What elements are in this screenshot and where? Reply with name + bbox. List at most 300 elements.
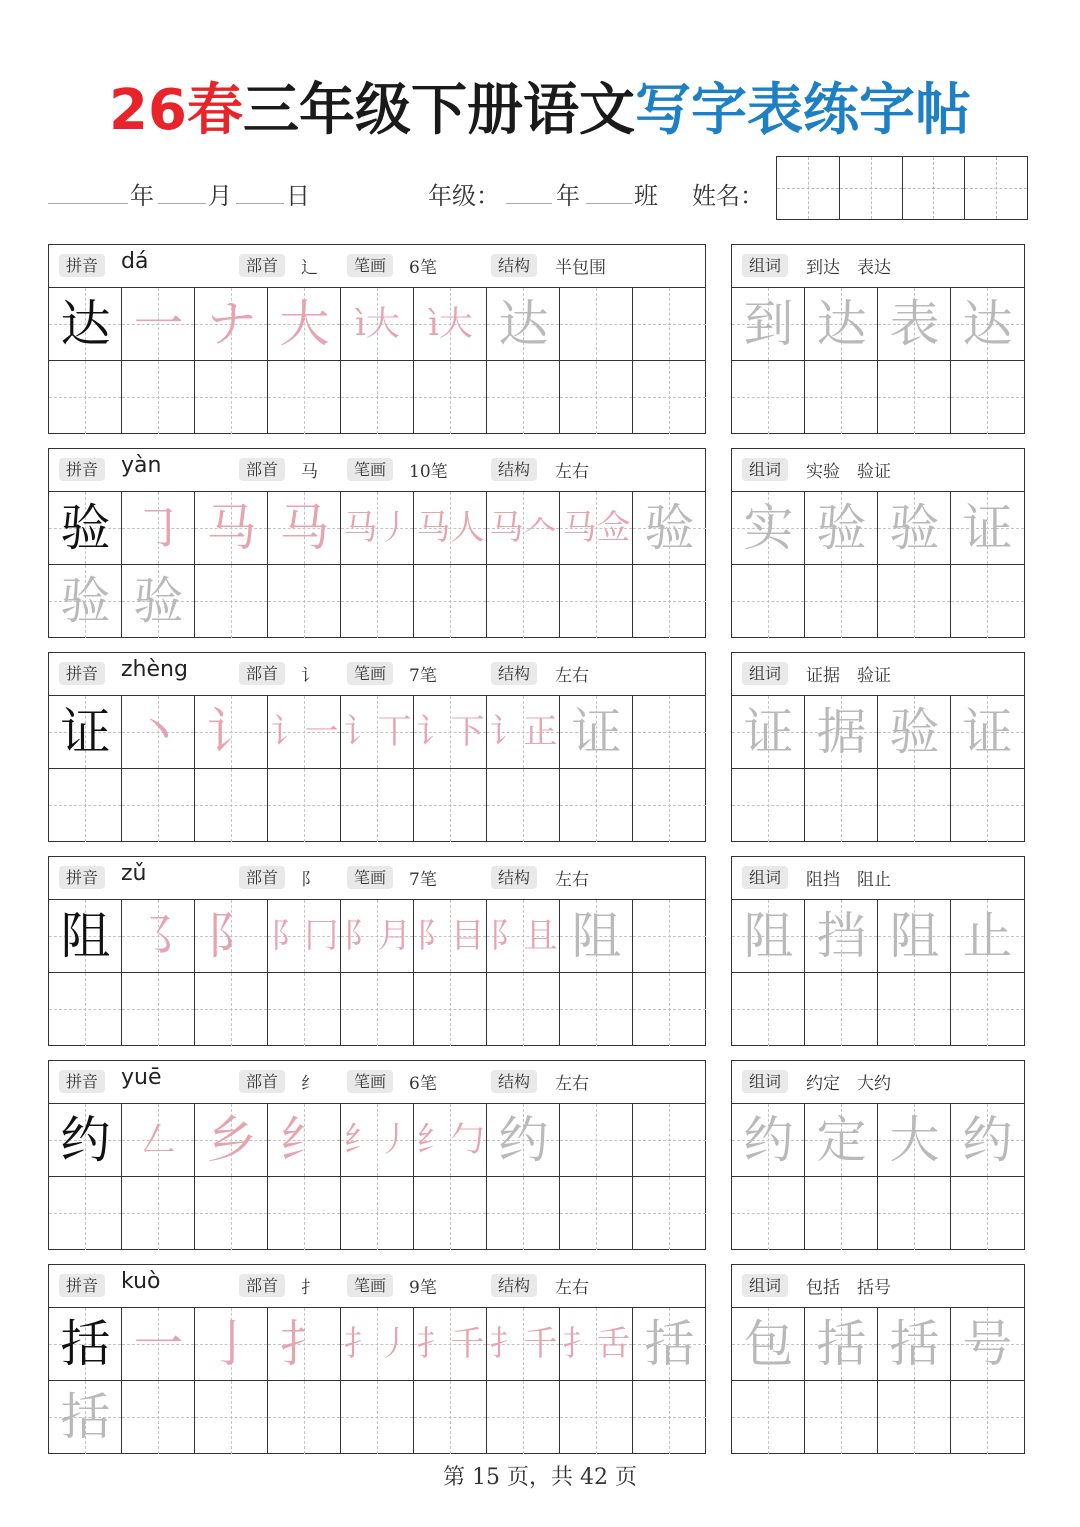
word-trace-character: 达 (816, 295, 867, 353)
word-trace-character: 挡 (816, 907, 867, 965)
grid-cell[interactable] (195, 1381, 268, 1454)
stroke-step: 马 (206, 499, 257, 557)
info-bar (49, 449, 705, 492)
strokes-tag: 笔画 (347, 662, 393, 685)
word-trace-character: 包 (743, 1315, 794, 1373)
grid-cell[interactable] (878, 900, 951, 973)
stroke-step: ㇆ (133, 499, 184, 557)
grid-cell[interactable] (560, 1177, 633, 1250)
grid-cell[interactable] (414, 1308, 487, 1381)
grid-cell[interactable] (341, 1104, 414, 1177)
grade-year-label: 年 (556, 182, 580, 210)
stroke-step: 扌丿 (343, 1324, 412, 1364)
trace-character: 验 (133, 572, 184, 630)
info-bar (732, 857, 1024, 900)
radical-tag: 部首 (239, 1274, 285, 1297)
class-line[interactable] (586, 203, 632, 204)
stroke-step: 阝目 (416, 916, 485, 956)
grid-cell[interactable] (122, 361, 195, 434)
grid-cell[interactable] (268, 769, 341, 842)
grid-cell[interactable] (414, 565, 487, 638)
pinyin-value: yuē (121, 1065, 162, 1090)
grid-cell[interactable] (341, 1381, 414, 1454)
grid-cell[interactable] (878, 973, 951, 1046)
pinyin-value: zǔ (121, 861, 147, 886)
model-character: 约 (60, 1111, 111, 1169)
word-trace-character: 阻 (743, 907, 794, 965)
grid-cell[interactable] (951, 361, 1024, 434)
stroke-step: 马人 (416, 508, 485, 548)
pinyin-tag: 拼音 (59, 866, 105, 889)
radical-tag: 部首 (239, 866, 285, 889)
name-writing-grid[interactable] (776, 156, 1028, 220)
grid-cell[interactable] (560, 361, 633, 434)
grid-cell[interactable] (633, 900, 706, 973)
grid-cell[interactable] (49, 565, 122, 638)
grid-cell[interactable] (195, 900, 268, 973)
grid-cell[interactable] (49, 288, 122, 361)
info-bar (49, 1265, 705, 1308)
word-practice-box (731, 652, 1025, 842)
grid-cell[interactable] (414, 492, 487, 565)
grid-cell[interactable] (487, 696, 560, 769)
pinyin-value: kuò (121, 1269, 161, 1294)
grid-cell[interactable] (487, 1177, 560, 1250)
grid-cell[interactable] (268, 361, 341, 434)
grid-cell[interactable] (805, 900, 878, 973)
grid-cell[interactable] (122, 565, 195, 638)
grid-cell[interactable] (951, 492, 1024, 565)
stroke-step: 扌千 (489, 1324, 558, 1364)
grid-cell[interactable] (487, 769, 560, 842)
stroke-step: 阝 (206, 907, 257, 965)
grid-cell[interactable] (633, 361, 706, 434)
grid-cell[interactable] (122, 492, 195, 565)
grid-cell[interactable] (487, 565, 560, 638)
grid-cell[interactable] (49, 492, 122, 565)
radical-tag: 部首 (239, 254, 285, 277)
grid-cell[interactable] (633, 492, 706, 565)
words-value: 到达 表达 (806, 258, 891, 278)
strokes-tag: 笔画 (347, 458, 393, 481)
character-block (48, 448, 1026, 638)
word-trace-character: 约 (962, 1111, 1013, 1169)
structure-tag: 结构 (491, 254, 537, 277)
grid-cell[interactable] (341, 1177, 414, 1250)
grid-cell[interactable] (122, 900, 195, 973)
grid-cell[interactable] (951, 973, 1024, 1046)
stroke-practice-box (48, 856, 706, 1046)
words-value: 约定 大约 (806, 1074, 891, 1094)
grid-cell[interactable] (195, 288, 268, 361)
pinyin-tag: 拼音 (59, 662, 105, 685)
grid-cell[interactable] (414, 361, 487, 434)
word-practice-box (731, 1060, 1025, 1250)
grid-cell[interactable] (487, 1104, 560, 1177)
stroke-step: 纟丿 (343, 1120, 412, 1160)
grid-cell[interactable] (732, 769, 805, 842)
grid-cell[interactable] (878, 1177, 951, 1250)
strokes-value: 7笔 (409, 666, 437, 686)
words-value: 阻挡 阻止 (806, 870, 891, 890)
stroke-step: 讠下 (416, 712, 485, 752)
grid-cell[interactable] (122, 973, 195, 1046)
grid-cell[interactable] (732, 696, 805, 769)
words-tag: 组词 (742, 458, 788, 481)
radical-value: 马 (301, 462, 318, 482)
grid-cell[interactable] (341, 696, 414, 769)
grid-cell[interactable] (414, 288, 487, 361)
grid-cell[interactable] (341, 769, 414, 842)
title-type: 写字表练字帖 (634, 78, 971, 143)
words-tag: 组词 (742, 662, 788, 685)
grid-cell[interactable] (414, 696, 487, 769)
word-trace-character: 括 (816, 1315, 867, 1373)
grid-cell[interactable] (268, 1104, 341, 1177)
grid-cell[interactable] (560, 769, 633, 842)
grid-cell[interactable] (732, 1308, 805, 1381)
strokes-value: 9笔 (409, 1278, 437, 1298)
radical-value: 辶 (301, 258, 318, 278)
word-trace-character: 证 (962, 703, 1013, 761)
grid-cell[interactable] (341, 565, 414, 638)
grid-cell[interactable] (633, 973, 706, 1046)
grid-cell[interactable] (633, 696, 706, 769)
grid-cell[interactable] (341, 1308, 414, 1381)
grid-cell[interactable] (414, 1104, 487, 1177)
stroke-step: 证 (571, 703, 622, 761)
grid-cell[interactable] (195, 973, 268, 1046)
grid-cell[interactable] (633, 1177, 706, 1250)
word-trace-character: 阻 (889, 907, 940, 965)
grid-cell[interactable] (487, 1381, 560, 1454)
grid-cell[interactable] (732, 361, 805, 434)
grid-cell[interactable] (560, 696, 633, 769)
grid-cell[interactable] (878, 565, 951, 638)
info-bar (49, 1061, 705, 1104)
grid-cell[interactable] (732, 492, 805, 565)
grid-cell[interactable] (951, 1104, 1024, 1177)
pinyin-tag: 拼音 (59, 254, 105, 277)
grid-cell[interactable] (49, 1104, 122, 1177)
structure-value: 左右 (555, 870, 589, 890)
grid-cell[interactable] (268, 288, 341, 361)
word-trace-character: 表 (889, 295, 940, 353)
character-block (48, 1060, 1026, 1250)
stroke-step: 讠 (206, 703, 257, 761)
words-tag: 组词 (742, 1070, 788, 1093)
grid-cell[interactable] (732, 1381, 805, 1454)
grid-cell[interactable] (49, 1308, 122, 1381)
month-label: 月 (208, 182, 232, 210)
grid-cell[interactable] (268, 1308, 341, 1381)
grid-cell[interactable] (195, 1104, 268, 1177)
radical-value: 讠 (301, 666, 318, 686)
grid-cell[interactable] (49, 900, 122, 973)
stroke-practice-box (48, 244, 706, 434)
word-trace-character: 定 (816, 1111, 867, 1169)
title-subject: 三年级下册语文 (242, 78, 635, 143)
grid-cell[interactable] (805, 973, 878, 1046)
pinyin-value: yàn (121, 453, 162, 478)
grid-cell[interactable] (487, 492, 560, 565)
grid-cell[interactable] (805, 1381, 878, 1454)
stroke-step: 马丿 (343, 508, 412, 548)
word-practice-box (731, 448, 1025, 638)
word-trace-character: 到 (743, 295, 794, 353)
grid-cell[interactable] (341, 288, 414, 361)
character-block (48, 652, 1026, 842)
words-tag: 组词 (742, 1274, 788, 1297)
grid-cell[interactable] (732, 1104, 805, 1177)
year-line[interactable] (48, 203, 128, 204)
grid-cell[interactable] (195, 492, 268, 565)
grid-cell[interactable] (414, 769, 487, 842)
grid-cell[interactable] (878, 288, 951, 361)
grid-cell[interactable] (195, 565, 268, 638)
grid-cell[interactable] (878, 1104, 951, 1177)
grid-cell[interactable] (878, 361, 951, 434)
grid-cell[interactable] (805, 1177, 878, 1250)
grid-cell[interactable] (805, 769, 878, 842)
stroke-step: 达 (498, 295, 549, 353)
model-character: 验 (60, 499, 111, 557)
grid-cell[interactable] (268, 1381, 341, 1454)
title-season: 26春 (109, 78, 243, 143)
grid-cell[interactable] (732, 1177, 805, 1250)
grid-cell[interactable] (414, 973, 487, 1046)
stroke-step: 马𠆢 (489, 508, 558, 548)
word-practice-box (731, 244, 1025, 434)
structure-value: 左右 (555, 1278, 589, 1298)
grid-cell[interactable] (268, 973, 341, 1046)
stroke-step: 验 (644, 499, 695, 557)
grid-cell[interactable] (49, 696, 122, 769)
trace-character: 括 (60, 1388, 111, 1446)
grade-year-line[interactable] (506, 203, 552, 204)
pinyin-value: dá (121, 249, 149, 274)
info-bar (732, 449, 1024, 492)
words-value: 实验 验证 (806, 462, 891, 482)
structure-tag: 结构 (491, 866, 537, 889)
grid-cell[interactable] (122, 288, 195, 361)
stroke-step: ì大 (355, 304, 400, 344)
pinyin-tag: 拼音 (59, 1070, 105, 1093)
grid-cell[interactable] (195, 696, 268, 769)
word-trace-character: 证 (962, 499, 1013, 557)
name-cell[interactable] (840, 157, 903, 219)
word-trace-character: 实 (743, 499, 794, 557)
stroke-step: 扌舌 (562, 1324, 631, 1364)
trace-character: 验 (60, 572, 111, 630)
info-bar (49, 245, 705, 288)
grid-cell[interactable] (268, 492, 341, 565)
grid-cell[interactable] (341, 973, 414, 1046)
stroke-step: 阝冂 (270, 916, 339, 956)
grid-cell[interactable] (122, 769, 195, 842)
grid-cell[interactable] (122, 1104, 195, 1177)
grid-cell[interactable] (951, 696, 1024, 769)
stroke-step: 讠正 (489, 712, 558, 752)
character-block (48, 1264, 1026, 1454)
stroke-step: 阻 (571, 907, 622, 965)
grid-cell[interactable] (414, 1381, 487, 1454)
grid-cell[interactable] (560, 492, 633, 565)
words-value: 证据 验证 (806, 666, 891, 686)
grid-cell[interactable] (195, 769, 268, 842)
grid-cell[interactable] (560, 1381, 633, 1454)
grid-cell[interactable] (633, 1104, 706, 1177)
info-bar (732, 1265, 1024, 1308)
grid-cell[interactable] (951, 565, 1024, 638)
grid-cell[interactable] (487, 973, 560, 1046)
grid-cell[interactable] (49, 361, 122, 434)
grid-cell[interactable] (49, 769, 122, 842)
grid-cell[interactable] (560, 1308, 633, 1381)
word-practice-box (731, 1264, 1025, 1454)
name-cell[interactable] (903, 157, 966, 219)
grid-cell[interactable] (878, 769, 951, 842)
grid-cell[interactable] (633, 1381, 706, 1454)
grid-cell[interactable] (805, 565, 878, 638)
grid-cell[interactable] (878, 1308, 951, 1381)
grid-cell[interactable] (732, 973, 805, 1046)
grid-cell[interactable] (487, 361, 560, 434)
class-label: 班 (634, 182, 658, 210)
grid-cell[interactable] (268, 565, 341, 638)
grid-cell[interactable] (195, 361, 268, 434)
stroke-practice-box (48, 1264, 706, 1454)
grid-cell[interactable] (49, 1177, 122, 1250)
word-trace-character: 大 (889, 1111, 940, 1169)
grid-cell[interactable] (341, 900, 414, 973)
word-trace-character: 括 (889, 1315, 940, 1373)
grid-cell[interactable] (195, 1308, 268, 1381)
stroke-step: 亅 (206, 1315, 257, 1373)
month-line[interactable] (158, 203, 206, 204)
stroke-step: 讠丅 (343, 712, 412, 752)
grid-cell[interactable] (268, 900, 341, 973)
page-number: 第 15 页，共 42 页 (443, 1465, 637, 1490)
info-bar (732, 245, 1024, 288)
stroke-step: 马 (279, 499, 330, 557)
grid-cell[interactable] (732, 900, 805, 973)
grid-cell[interactable] (805, 288, 878, 361)
structure-tag: 结构 (491, 662, 537, 685)
word-practice-box (731, 856, 1025, 1046)
grid-cell[interactable] (805, 492, 878, 565)
stroke-step: 扌 (279, 1315, 330, 1373)
stroke-step: 马佥 (562, 508, 631, 548)
strokes-value: 6笔 (409, 258, 437, 278)
info-bar (732, 1061, 1024, 1104)
grid-cell[interactable] (268, 1177, 341, 1250)
words-value: 包括 括号 (806, 1278, 891, 1298)
grid-cell[interactable] (122, 1177, 195, 1250)
grid-cell[interactable] (951, 900, 1024, 973)
grid-cell[interactable] (951, 1308, 1024, 1381)
grid-cell[interactable] (560, 565, 633, 638)
stroke-step: 讠一 (270, 712, 339, 752)
strokes-tag: 笔画 (347, 1274, 393, 1297)
grid-cell[interactable] (122, 1381, 195, 1454)
structure-value: 左右 (555, 462, 589, 482)
year-label: 年 (130, 182, 154, 210)
grid-cell[interactable] (633, 565, 706, 638)
stroke-step: 𠃋 (141, 1120, 176, 1160)
strokes-value: 7笔 (409, 870, 437, 890)
stroke-step: 大 (279, 295, 330, 353)
grid-cell[interactable] (878, 1381, 951, 1454)
grid-cell[interactable] (414, 1177, 487, 1250)
grid-cell[interactable] (732, 565, 805, 638)
grid-cell[interactable] (805, 696, 878, 769)
day-line[interactable] (236, 203, 284, 204)
structure-tag: 结构 (491, 1274, 537, 1297)
grid-cell[interactable] (487, 288, 560, 361)
grid-cell[interactable] (878, 492, 951, 565)
strokes-value: 10笔 (409, 462, 448, 482)
model-character: 阻 (60, 907, 111, 965)
stroke-practice-box (48, 448, 706, 638)
grid-cell[interactable] (805, 1308, 878, 1381)
name-cell[interactable] (777, 157, 840, 219)
words-tag: 组词 (742, 866, 788, 889)
grid-cell[interactable] (951, 1177, 1024, 1250)
grid-cell[interactable] (414, 900, 487, 973)
name-cell[interactable] (965, 157, 1027, 219)
grid-cell[interactable] (122, 1308, 195, 1381)
stroke-step: 括 (644, 1315, 695, 1373)
grid-cell[interactable] (805, 1104, 878, 1177)
grid-cell[interactable] (122, 696, 195, 769)
grid-cell[interactable] (732, 288, 805, 361)
structure-tag: 结构 (491, 1070, 537, 1093)
word-trace-character: 验 (889, 703, 940, 761)
stroke-step: 纟勹 (416, 1120, 485, 1160)
grid-cell[interactable] (487, 1308, 560, 1381)
grid-cell[interactable] (49, 1381, 122, 1454)
pinyin-tag: 拼音 (59, 458, 105, 481)
grid-cell[interactable] (49, 973, 122, 1046)
structure-value: 左右 (555, 666, 589, 686)
grid-cell[interactable] (951, 769, 1024, 842)
grid-cell[interactable] (341, 361, 414, 434)
grid-cell[interactable] (633, 288, 706, 361)
grid-cell[interactable] (633, 769, 706, 842)
grid-cell[interactable] (195, 1177, 268, 1250)
grid-cell[interactable] (560, 900, 633, 973)
grid-cell[interactable] (805, 361, 878, 434)
grid-cell[interactable] (878, 696, 951, 769)
stroke-step: 纟 (279, 1111, 330, 1169)
stroke-step: 扌千 (416, 1324, 485, 1364)
pinyin-tag: 拼音 (59, 1274, 105, 1297)
grid-cell[interactable] (341, 492, 414, 565)
model-character: 达 (60, 295, 111, 353)
grid-cell[interactable] (633, 1308, 706, 1381)
grid-cell[interactable] (560, 1104, 633, 1177)
grid-cell[interactable] (560, 973, 633, 1046)
grid-cell[interactable] (487, 900, 560, 973)
word-trace-character: 止 (962, 907, 1013, 965)
stroke-step: 一 (133, 1315, 184, 1373)
grid-cell[interactable] (951, 1381, 1024, 1454)
word-trace-character: 验 (889, 499, 940, 557)
grid-cell[interactable] (560, 288, 633, 361)
grid-cell[interactable] (951, 288, 1024, 361)
grid-cell[interactable] (268, 696, 341, 769)
